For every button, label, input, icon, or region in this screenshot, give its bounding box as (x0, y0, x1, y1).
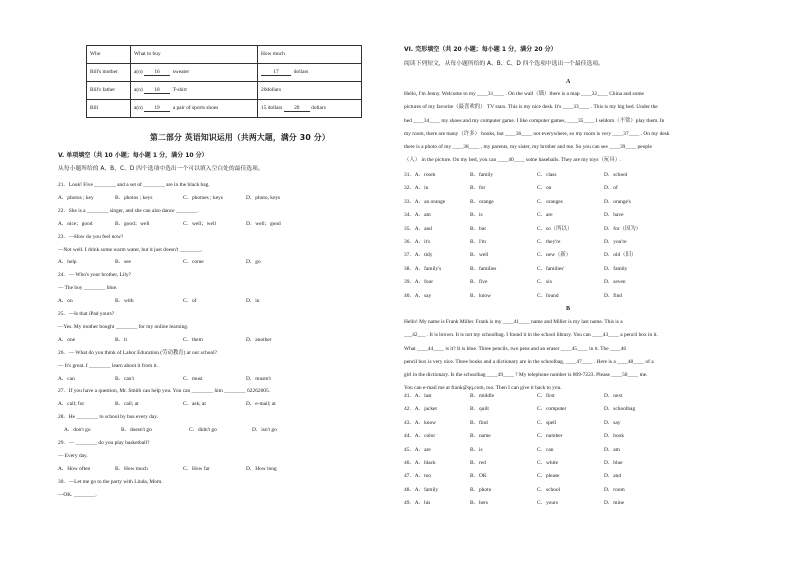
option-b[interactable]: B．name (470, 433, 491, 440)
option-b[interactable]: B．middle (470, 393, 494, 399)
option-b[interactable]: B．red (470, 460, 486, 466)
shopping-table (86, 45, 362, 118)
option-a[interactable]: 42．A．jacket (404, 406, 437, 413)
question-28: 28．He ________ to school by bus every day. (58, 414, 158, 421)
question-25-reply: —Yes. My mother bought ________ for my online learning. (58, 323, 189, 330)
option-c[interactable]: C．number (537, 433, 563, 440)
option-a[interactable]: A．on (58, 298, 73, 305)
option-a[interactable]: 39．A．four (404, 279, 434, 286)
option-b[interactable]: B．photo (470, 486, 492, 493)
option-b[interactable]: B．with (115, 298, 134, 305)
question-30-reply: —OK. ________. (58, 491, 97, 498)
option-a[interactable]: 31．A．room (404, 172, 436, 178)
passage-b-label: B (566, 306, 571, 312)
question-27: 27．If you have a question, Mr. Smith can help you. You can ________ him ________ 62262005. (58, 388, 271, 395)
question-30: 30．—Let me go to the party with Linda, Mom. (58, 478, 163, 485)
option-c[interactable]: C．found (537, 292, 559, 299)
option-a[interactable]: A．photos ; key (58, 194, 94, 201)
option-d[interactable]: D．schoolbag (604, 406, 636, 413)
option-c[interactable]: C．are (537, 212, 553, 219)
option-a[interactable]: A．can (58, 375, 75, 382)
option-d[interactable]: D．book (604, 433, 625, 440)
option-d[interactable]: D．go (246, 259, 261, 266)
question-23-reply: —Not well. I drink some warm water, but it just doesn't ________. (58, 246, 203, 253)
option-c[interactable]: C．new（新） (537, 252, 572, 259)
option-c[interactable]: C．ask; at (183, 401, 206, 408)
question-26-reply: — It's great. I ________ learn about it from it. (58, 362, 158, 369)
option-d[interactable]: D．room (604, 486, 625, 493)
option-c[interactable]: C．must (183, 375, 203, 382)
option-b[interactable]: B．call; at (115, 401, 139, 408)
header-how-much: How much (258, 46, 362, 64)
question-24: 24．— Who's your brother, Lily? (58, 272, 131, 279)
option-d[interactable]: D．isn't go (252, 427, 277, 434)
option-b[interactable]: B．doesn't go (121, 427, 152, 434)
option-c[interactable]: C．oranges (537, 198, 563, 205)
option-a[interactable]: 37．A．tidy (404, 252, 433, 259)
table-row (87, 100, 362, 118)
option-c[interactable]: C．well；well (183, 220, 216, 227)
passage-b (404, 316, 790, 396)
option-b[interactable]: B．can't (115, 375, 134, 382)
option-d[interactable]: D．another (246, 336, 272, 343)
option-d[interactable]: D．old（旧） (604, 252, 637, 259)
passage-a (404, 88, 790, 168)
cell-how-much: 20dollars (258, 82, 362, 100)
option-b[interactable]: B．five (470, 279, 488, 286)
option-b[interactable]: B．OK (470, 473, 487, 480)
passage-line: You can e-mail me at frank@qq.com, too. Then I can give it back to you. (404, 385, 562, 392)
option-c[interactable]: C．yours (537, 500, 558, 507)
option-d[interactable]: D．well；good (246, 220, 281, 227)
passage-a-label: A (566, 79, 571, 85)
option-c[interactable]: C．families' (537, 265, 565, 272)
option-a[interactable]: A．one (58, 336, 76, 343)
section-six-title: VI. 完形填空（共 20 小题；每小题 1 分，满分 20 分） (404, 46, 557, 53)
option-d[interactable]: D．and (604, 473, 622, 480)
cell-what: a(n) 19 a pair of sports shoes (131, 100, 258, 118)
option-b[interactable]: B．but (470, 225, 486, 232)
option-c[interactable]: C．white (537, 460, 558, 466)
section-five-instruction: 从每小题所给的 A、B、C、D 四个选项中选出一个可以填入空白处的最佳选项。 (58, 166, 264, 172)
option-a[interactable]: 47．A．too (404, 473, 431, 480)
option-d[interactable]: D．say (604, 419, 621, 426)
option-b[interactable]: B．quilt (470, 406, 489, 413)
option-d[interactable]: D．am (604, 446, 620, 453)
option-c[interactable]: C．six (537, 279, 553, 286)
option-c[interactable]: C．spell (537, 419, 557, 426)
option-d[interactable]: D．blue (604, 460, 623, 466)
passage-line: there is a photo of my ____38____ , my parents, my sister, my brother and me. So you can see ____39____ people (404, 144, 652, 151)
cell-what: a(n) 16 sweater (131, 64, 258, 82)
table-row (87, 82, 362, 100)
question-22: 22．She is a ________ singer, and she can also dance ________. (58, 207, 199, 214)
passage-line: bed ____34____ my shoes and my computer game. I like computer games, ____35____ I seldom（不常）play them. In (404, 117, 665, 124)
passage-line: What ____44____ is it? It is blue. Three pencils, two pens and an eraser ____45____ in it. The ____46 (404, 345, 627, 352)
option-c[interactable]: C．first (537, 393, 555, 399)
option-a[interactable]: 44．A．color (404, 433, 436, 440)
table-header-row (87, 46, 362, 64)
option-c[interactable]: C．can (537, 446, 554, 453)
option-c[interactable]: C．them (183, 336, 203, 343)
option-b[interactable]: B．good；well (115, 220, 150, 227)
cell-who: Bill's father (87, 82, 131, 100)
option-c[interactable]: C．How far (183, 465, 210, 472)
cell-who: Bill (87, 100, 131, 118)
option-c[interactable]: C．so（所以） (537, 225, 573, 232)
question-26: 26．— What do you think of Labor Education (劳动教育) at our school? (58, 349, 218, 356)
option-d[interactable]: D．e-mail; at (246, 401, 276, 408)
cell-how-much: 15 dollars 20 dollars (258, 100, 362, 118)
option-d[interactable]: D．seven (604, 279, 626, 286)
option-d[interactable]: D．orange's (604, 198, 632, 205)
option-b[interactable]: B．family (470, 172, 494, 178)
option-a[interactable]: 45．A．are (404, 446, 431, 453)
question-25: 25．—Is that iPad yours? (58, 311, 115, 317)
option-d[interactable]: D．next (604, 393, 623, 399)
option-b[interactable]: B．is (470, 212, 483, 219)
option-d[interactable]: D．for（因为） (604, 225, 642, 232)
option-b[interactable]: B．How much (115, 465, 148, 472)
option-c[interactable]: C．didn't go (189, 427, 217, 434)
passage-line: ___42___ . It is brown. It is not my schoolbag. I found it in the school library. You can ____43____ a pencil box in it. (404, 332, 658, 339)
option-d[interactable]: D．photo, keys (246, 194, 281, 201)
option-a[interactable]: A．How often (58, 465, 91, 472)
header-what: What to buy (131, 46, 258, 64)
option-a[interactable]: A．help (58, 259, 77, 266)
question-23: 23．—How do you feel now? (58, 233, 124, 240)
cell-what: a(n) 18 T-shirt (131, 82, 258, 100)
option-c[interactable]: C．class (537, 172, 557, 178)
option-d[interactable]: D．How long (246, 465, 277, 472)
option-a[interactable]: 33．A．an orange (404, 198, 446, 205)
option-a[interactable]: 38．A．family's (404, 265, 442, 272)
question-24-reply: — The boy ________ blue. (58, 285, 118, 292)
option-b[interactable]: B．for (470, 185, 486, 192)
question-21: 21．Look! Five ________ and a set of ________ are in the black bag. (58, 182, 210, 188)
cell-who: Bill's mother (87, 64, 131, 82)
passage-line: Hello! My name is Frank Miller. Frank is my ____41____ name and Miller is my last name. This is a (404, 319, 623, 325)
option-a[interactable]: 36．A．it's (404, 239, 431, 245)
option-a[interactable]: A．don't go (64, 427, 91, 434)
option-d[interactable]: D．mine (604, 500, 625, 507)
question-29: 29．— ________ do you play basketball? (58, 440, 150, 446)
option-c[interactable]: C．photoes ; keys (183, 194, 223, 201)
option-c[interactable]: C．computer (537, 406, 567, 413)
table-row (87, 64, 362, 82)
section-six-instruction: 阅读下列短文，从每小题所给的 A、B、C、D 四个选项中选出一个最佳选项。 (404, 61, 604, 67)
header-who: Who (87, 46, 131, 64)
passage-line: my room, there are many（许多） books, but ____36____ not everywhere, so my room is very ____37____ . On my desk (404, 130, 670, 137)
option-a[interactable]: 48．A．family (404, 486, 439, 493)
option-b[interactable]: B．photos ; keys (115, 194, 153, 201)
passage-line: Hello, I'm Jenny. Welcome to my ____31____ . On the wall（墙）there is a map ____32____ China and some (404, 91, 644, 97)
option-b[interactable]: B．I'm (470, 239, 486, 245)
option-b[interactable]: B．find (470, 419, 488, 426)
option-b[interactable]: B．well (470, 252, 489, 259)
option-d[interactable]: D．in (246, 298, 260, 305)
cell-how-much: 17 dollars (258, 64, 362, 82)
option-d[interactable]: D．family (604, 265, 628, 272)
option-a[interactable]: 46．A．black (404, 460, 436, 466)
option-a[interactable]: 34．A．am (404, 212, 431, 219)
option-b[interactable]: B．hers (470, 500, 488, 507)
option-b[interactable]: B．orange (470, 198, 494, 205)
option-a[interactable]: 35．A．and (404, 225, 432, 232)
option-c[interactable]: C．they're (537, 239, 561, 245)
option-d[interactable]: D．have (604, 212, 624, 219)
option-a[interactable]: 32．A．in (404, 185, 429, 192)
option-a[interactable]: A．nice；good (58, 220, 93, 227)
option-a[interactable]: 43．A．know (404, 419, 437, 426)
option-a[interactable]: 49．A．his (404, 500, 431, 507)
option-b[interactable]: B．it (115, 336, 127, 343)
option-a[interactable]: A．call; for (58, 401, 85, 408)
option-c[interactable]: C．on (537, 185, 552, 192)
option-c[interactable]: C．of (183, 298, 197, 305)
option-c[interactable]: C．school (537, 486, 561, 493)
passage-line: girl in the dictionary. Is the schoolbag ____49____ ? My telephone number is 809-7223. Please ____50____ me. (404, 372, 648, 379)
option-a[interactable]: 40．A．say (404, 292, 432, 299)
option-d[interactable]: D．you're (604, 239, 627, 245)
passage-line: （人） in the picture. On my bed, you can ____40____ some baseballs. They are my toys（玩具）. (404, 157, 622, 164)
option-b[interactable]: B．families (470, 265, 497, 272)
option-b[interactable]: B．is (470, 446, 483, 453)
option-d[interactable]: D．school (604, 172, 628, 178)
option-d[interactable]: D．find (604, 292, 622, 299)
option-a[interactable]: 41．A．last (404, 393, 432, 399)
passage-line: pictures of my favorite（最喜欢的） TV stars. This is my nice desk. It's ____33____ . This is my big bed. Under the (404, 104, 658, 111)
option-c[interactable]: C．come (183, 259, 204, 266)
question-29-reply: — Every day. (58, 452, 88, 459)
option-b[interactable]: B．know (470, 292, 491, 299)
option-d[interactable]: D．mustn't (246, 375, 271, 382)
part-two-title: 第二部分 英语知识运用（共两大题，满分 30 分） (150, 133, 330, 142)
passage-line: pencil box is very nice. Three books and a dictionary are in the schoolbag, ____47____ . Here is a ____48____ of a (404, 358, 654, 365)
option-d[interactable]: D．of (604, 185, 618, 192)
section-five-title: V. 单项填空（共 10 小题；每小题 1 分，满分 10 分） (58, 152, 208, 159)
option-b[interactable]: B．see (115, 259, 131, 266)
option-c[interactable]: C．please (537, 473, 560, 480)
